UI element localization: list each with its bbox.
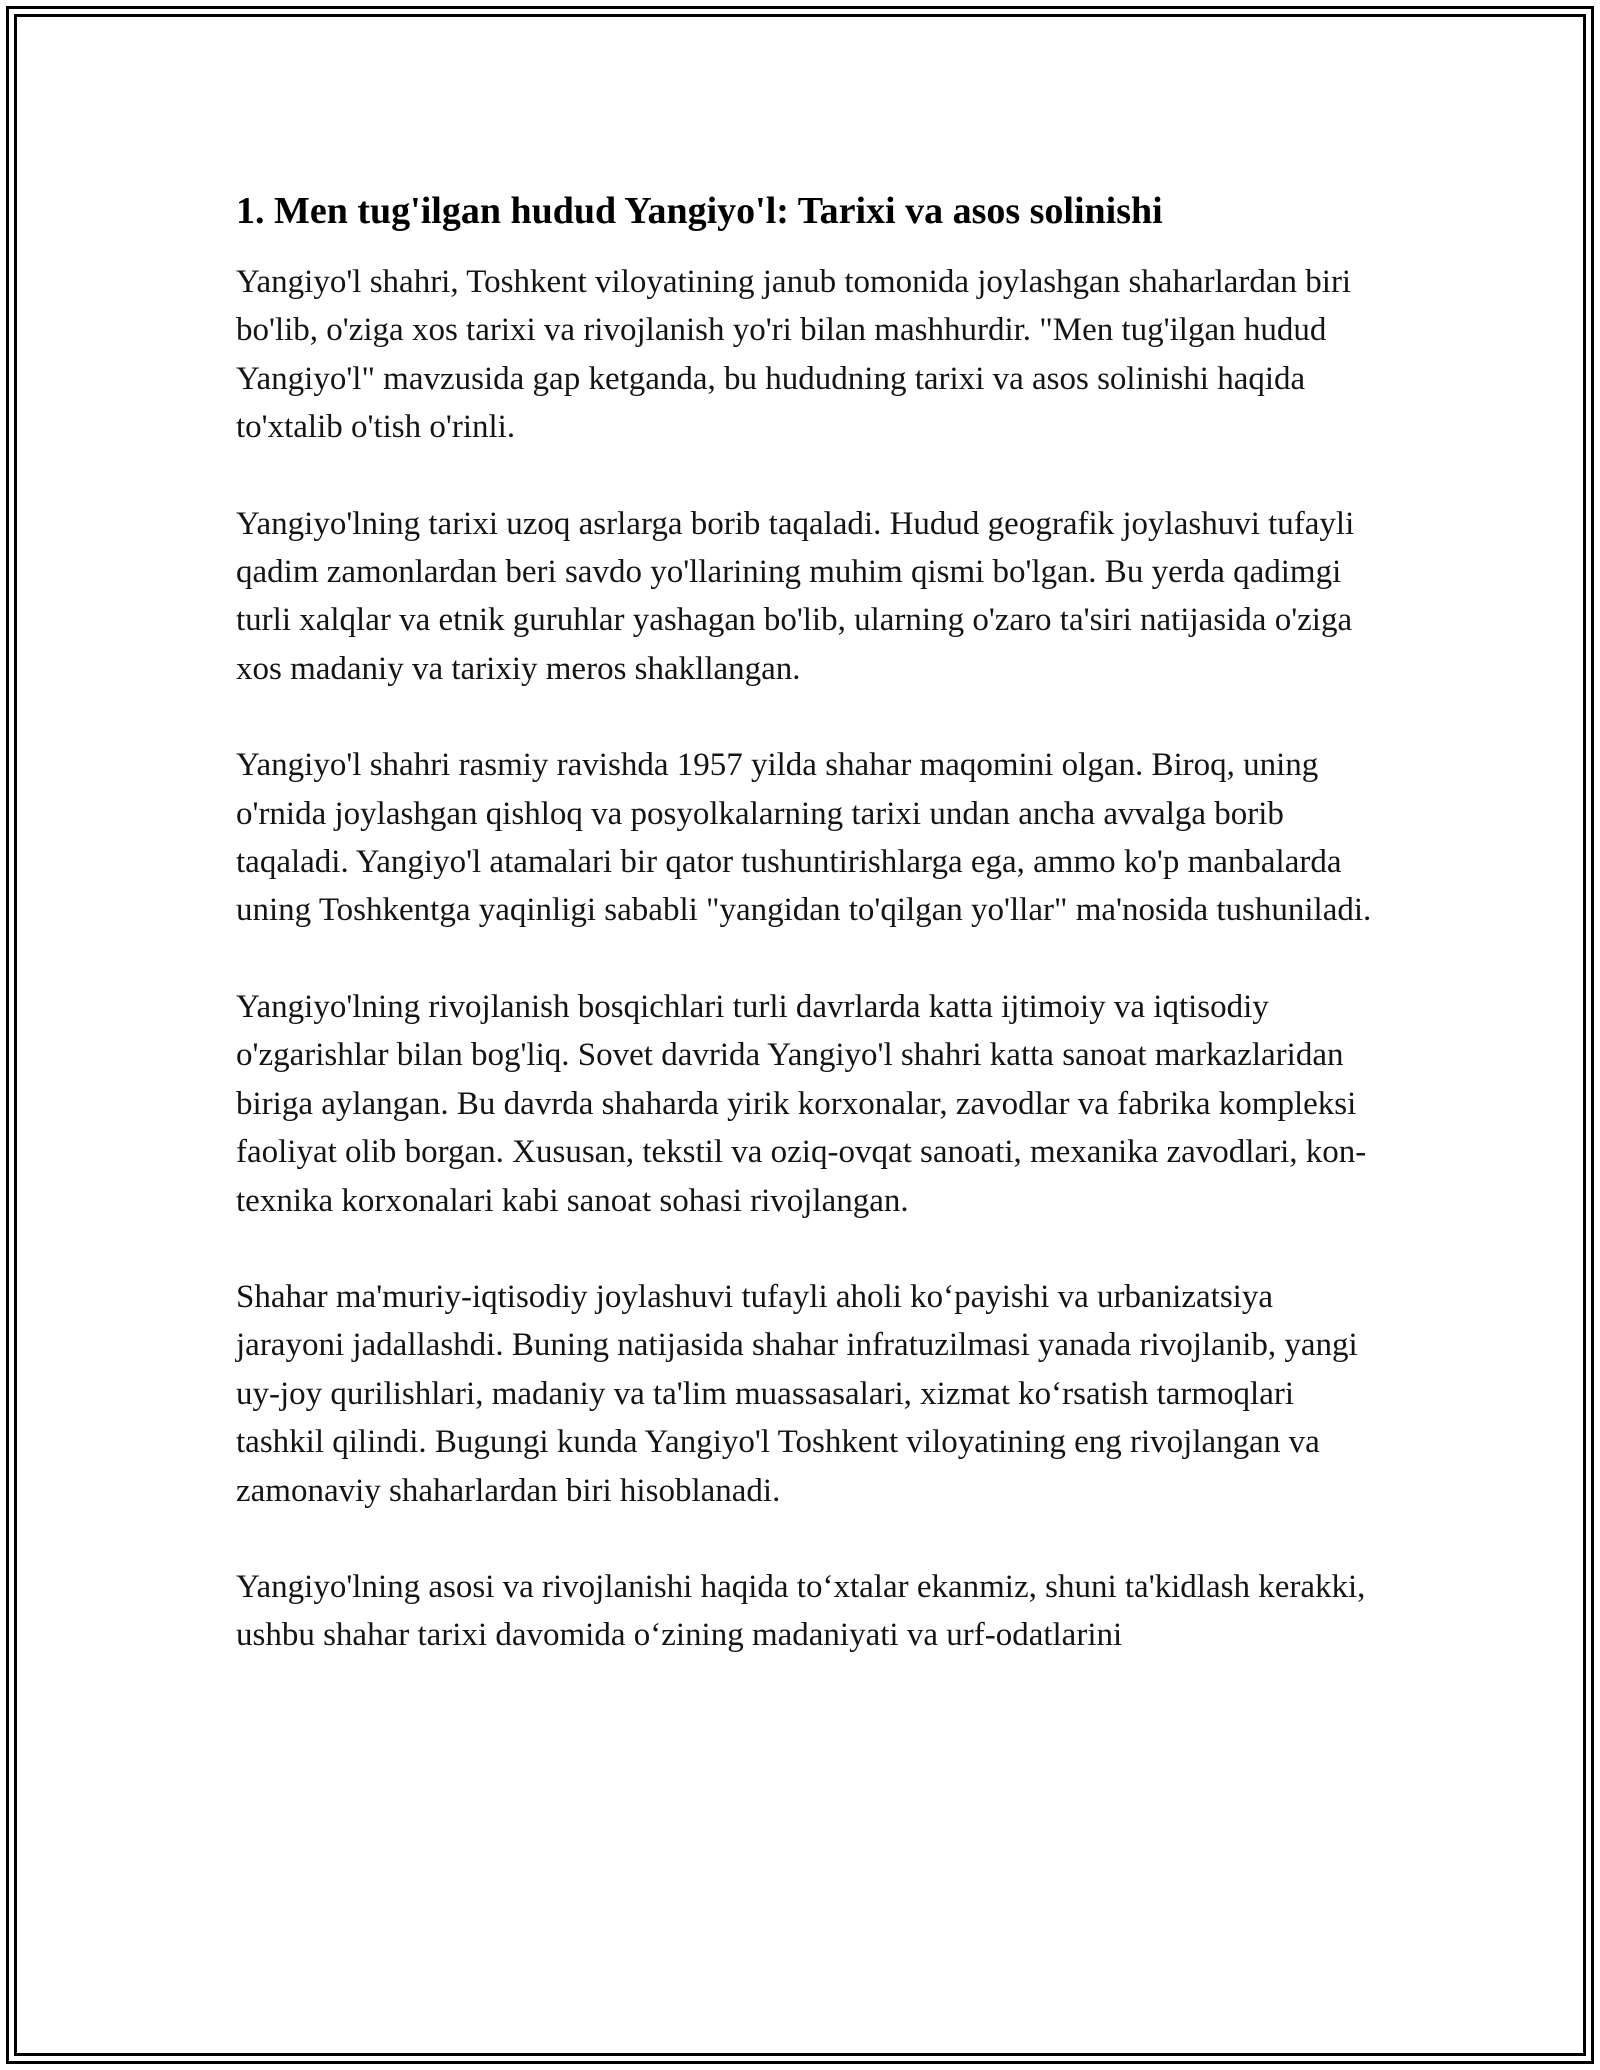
section-heading: 1. Men tug'ilgan hudud Yangiyo'l: Tarixi va asos solinishi xyxy=(236,190,1163,232)
paragraph-urbanization: Shahar ma'muriy-iqtisodiy joylashuvi tufayli aholi ko‘payishi va urbanizatsiya jarayoni jadallashdi. Buning natijasida shahar infratuzilmasi yanada rivojlanib, yangi uy-joy qurilishlari, madaniy va ta'lim muassasalari, xizmat ko‘rsatish tarmoqlari tashkil qilindi. Bugungi kunda Yangiyo'l Toshkent viloyatining eng rivojlangan va zamonaviy shaharlardan biri hisoblanadi. xyxy=(236,1278,1358,1509)
paragraph-development: Yangiyo'lning rivojlanish bosqichlari turli davrlarda katta ijtimoiy va iqtisodiy o'zgarishlar bilan bog'liq. Sovet davrida Yangiyo'l shahri katta sanoat markazlaridan biriga aylangan. Bu davrda shaharda yirik korxonalar, zavodlar va fabrika kompleksi faoliyat olib borgan. Xususan, tekstil va oziq-ovqat sanoati, mexanika zavodlari, kon-texnika korxonalari kabi sanoat sohasi rivojlangan. xyxy=(236,988,1367,1219)
paragraph-city-status: Yangiyo'l shahri rasmiy ravishda 1957 yilda shahar maqomini olgan. Biroq, uning o'rnida joylashgan qishloq va posyolkalarning tarixi undan ancha avvalga borib taqaladi. Yangiyo'l atamalari bir qator tushuntirishlarga ega, ammo ko'p manbalarda uning Toshkentga yaqinligi sababli "yangidan to'qilgan yo'llar" ma'nosida tushuniladi. xyxy=(236,747,1372,929)
paragraph-intro: Yangiyo'l shahri, Toshkent viloyatining janub tomonida joylashgan shaharlardan biri bo'lib, o'ziga xos tarixi va rivojlanish yo'ri bilan mashhurdir. "Men tug'ilgan hudud Yangiyo'l" mavzusida gap ketganda, bu hududning tarixi va asos solinishi haqida to'xtalib o'tish o'rinli. xyxy=(236,264,1352,446)
document-body xyxy=(236,186,1376,1708)
paragraph-history: Yangiyo'lning tarixi uzoq asrlarga borib taqaladi. Hudud geografik joylashuvi tufayli qadim zamonlardan beri savdo yo'llarining muhim qismi bo'lgan. Bu yerda qadimgi turli xalqlar va etnik guruhlar yashagan bo'lib, ularning o'zaro ta'siri natijasida o'ziga xos madaniy va tarixiy meros shakllangan. xyxy=(236,505,1355,687)
paragraph-conclusion: Yangiyo'lning asosi va rivojlanishi haqida to‘xtalar ekanmiz, shuni ta'kidlash kerakki, ushbu shahar tarixi davomida o‘zining madaniyati va urf-odatlarini xyxy=(236,1568,1366,1654)
